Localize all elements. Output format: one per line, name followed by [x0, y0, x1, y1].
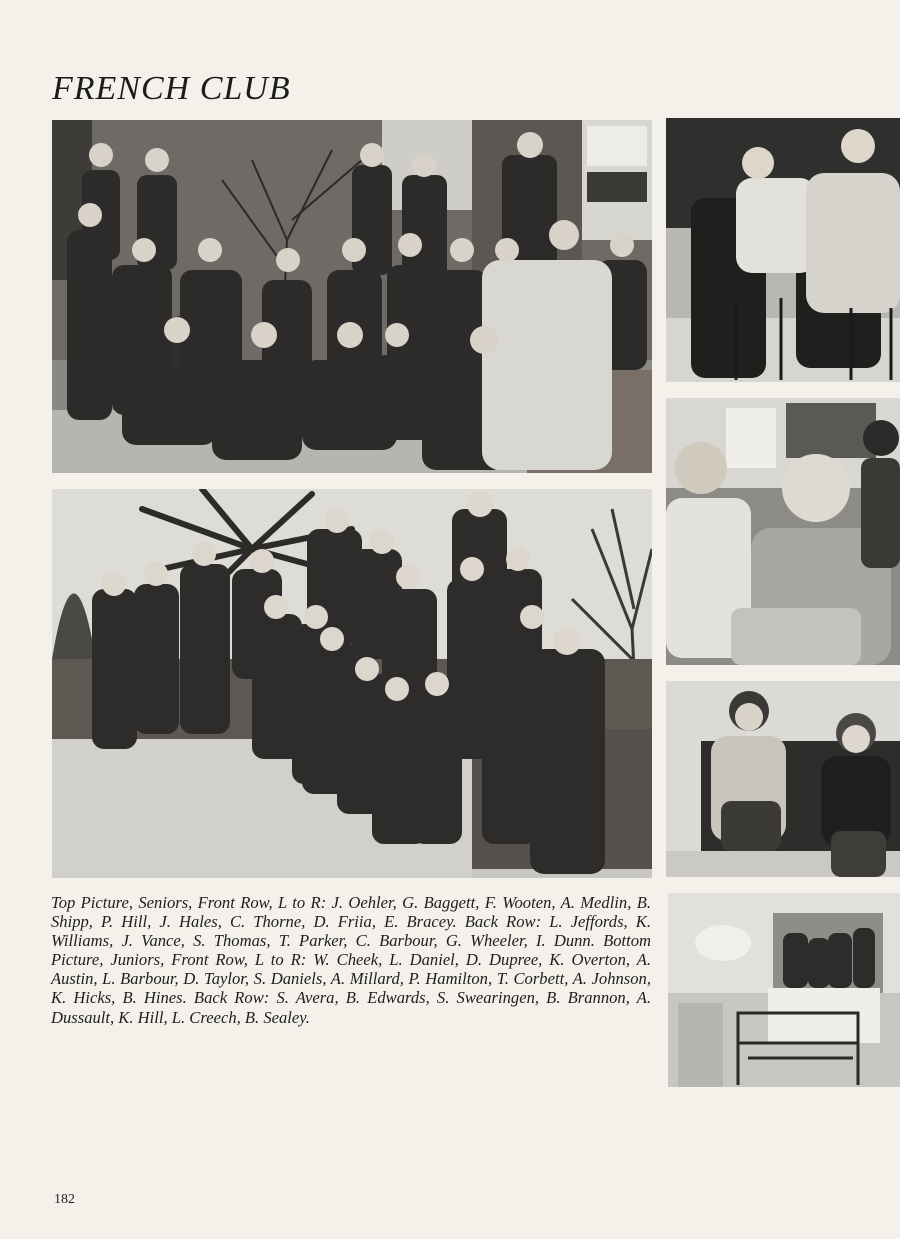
page-title: FRENCH CLUB — [52, 70, 291, 107]
students-with-bench-photo — [668, 893, 900, 1087]
students-reading-photo — [666, 118, 900, 382]
classroom-students-photo — [666, 398, 900, 665]
students-at-chalkboard-photo — [666, 681, 900, 877]
photo-caption: Top Picture, Seniors, Front Row, L to R: J. Oehler, G. Baggett, F. Wooten, A. Medlin, B. Shipp, P. Hill, J. Hales, C. Thorne, D. Friia, E. Bracey. Back Row: L. Jeffords, K. Williams, J. Vance, S. Thomas, T. Parker, C. Barbour, G. Wheeler, I. Dunn. Bottom Picture, Juniors, Front Row, L to R: W. Cheek, L. Daniel, D. Dupree, K. Overton, A. Austin, L. Barbour, D. Taylor, S. Daniels, A. Millard, P. Hamilton, T. Corbett, A. Johnson, K. Hicks, B. Hines. Back Row: S. Avera, B. Edwards, S. Swearingen, B. Brannon, A. Dussault, K. Hill, L. Creech, B. Sealey. — [51, 893, 651, 1027]
page-number: 182 — [54, 1192, 75, 1207]
seniors-group-photo — [52, 120, 652, 473]
juniors-group-photo — [52, 489, 652, 878]
